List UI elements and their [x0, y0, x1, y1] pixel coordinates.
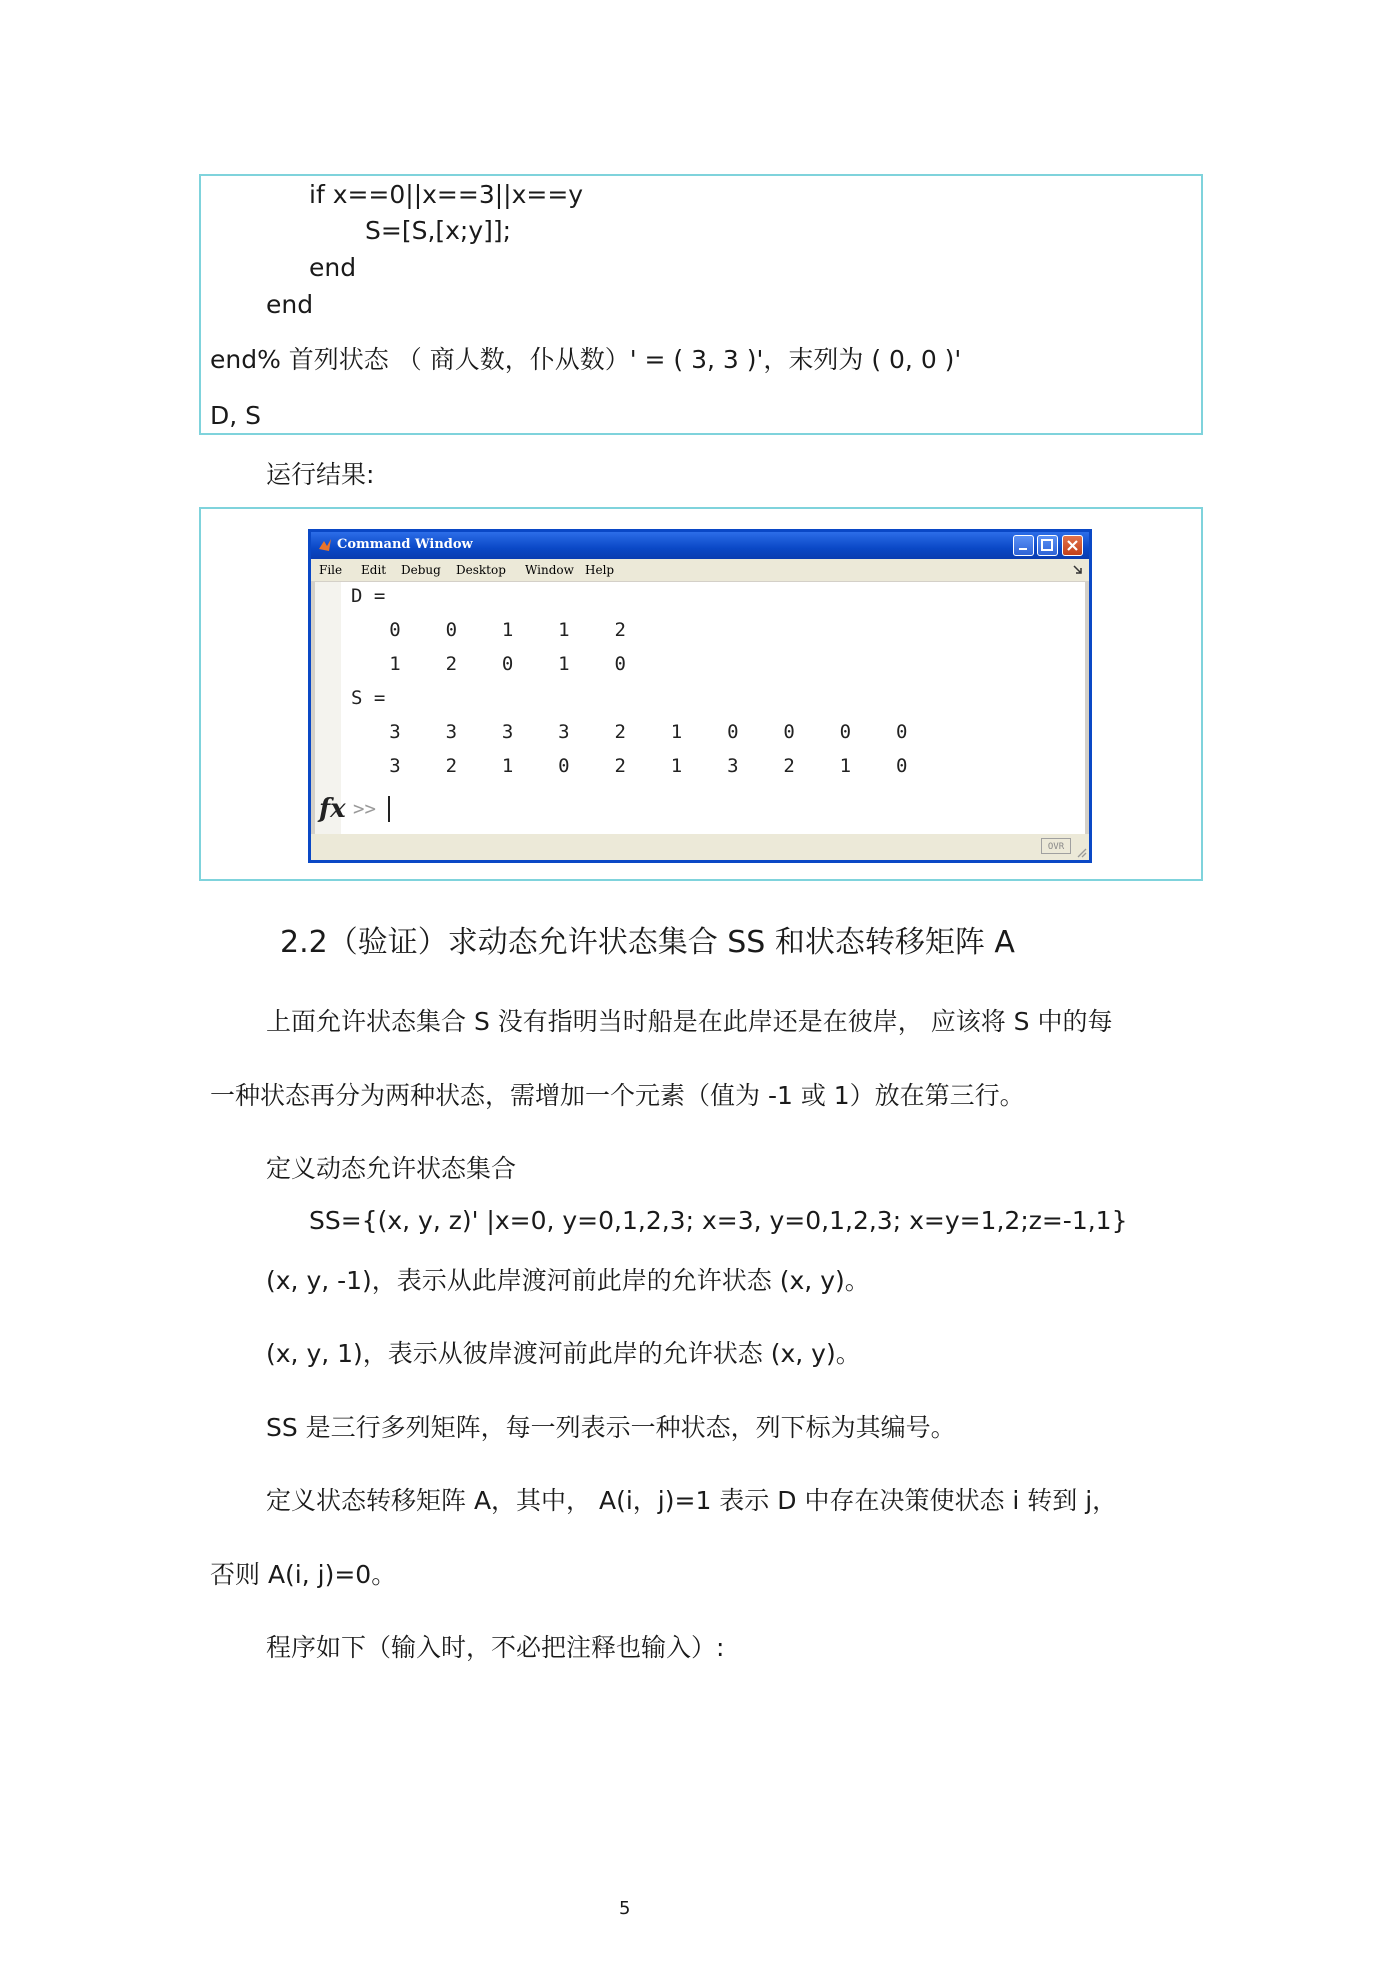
paragraph-1-line-1: 上面允许状态集合 S 没有指明当时船是在此岸还是在彼岸， 应该将 S 中的每 — [266, 1007, 1113, 1036]
s-matrix-cell: 3 — [389, 755, 401, 777]
s-matrix-cell: 0 — [895, 755, 908, 777]
s-matrix-cell: 3 — [501, 721, 514, 743]
s-matrix-cell: 0 — [895, 721, 908, 743]
paragraph-4: (x, y, 1)，表示从彼岸渡河前此岸的允许状态 (x, y)。 — [266, 1339, 861, 1368]
resize-grip-icon[interactable] — [1075, 846, 1087, 858]
command-window — [308, 529, 1092, 863]
run-result-label: 运行结果: — [266, 460, 375, 489]
s-matrix-cell: 2 — [445, 755, 458, 777]
s-matrix-cell: 2 — [614, 755, 626, 777]
menu-window[interactable]: Window — [525, 563, 574, 577]
d-matrix-cell: 2 — [445, 653, 458, 675]
minimize-icon — [1014, 536, 1033, 555]
section-heading: 2.2（验证）求动态允许状态集合 SS 和状态转移矩阵 A — [280, 925, 1015, 960]
close-button[interactable] — [1062, 535, 1083, 556]
maximize-icon — [1038, 536, 1057, 555]
code-block — [199, 174, 1203, 435]
s-matrix-cell: 0 — [783, 721, 795, 743]
code-line-1: if x==0||x==3||x==y — [309, 180, 584, 209]
window-title: Command Window — [337, 537, 473, 552]
s-matrix-cell: 0 — [727, 721, 739, 743]
s-matrix-cell: 2 — [614, 721, 626, 743]
s-matrix-cell: 1 — [839, 755, 852, 777]
status-bar — [311, 834, 1089, 860]
s-matrix-cell: 3 — [727, 755, 739, 777]
code-line-5: end% 首列状态 （ 商人数，仆从数）' = ( 3, 3 )'，末列为 ( 0, 0 )' — [210, 345, 962, 374]
title-bar[interactable] — [311, 532, 1089, 559]
command-output[interactable] — [315, 582, 1085, 834]
d-matrix-cell: 1 — [558, 619, 570, 641]
ss-definition: SS={(x, y, z)' |x=0, y=0,1,2,3; x=3, y=0,1,2,3; x=y=1,2;z=-1,1} — [309, 1206, 1128, 1235]
menu-debug[interactable]: Debug — [401, 563, 441, 577]
maximize-button[interactable] — [1037, 535, 1058, 556]
code-line-6: D, S — [210, 401, 262, 430]
s-matrix-cell: 2 — [783, 755, 795, 777]
page-number: 5 — [619, 1898, 631, 1919]
paragraph-6-line-1: 定义状态转移矩阵 A，其中， A(i，j)=1 表示 D 中存在决策使状态 i 转到 j， — [266, 1486, 1118, 1515]
close-icon — [1063, 536, 1082, 555]
ovr-indicator: OVR — [1041, 838, 1071, 854]
s-matrix-cell: 3 — [389, 721, 401, 743]
s-label: S = — [351, 687, 386, 709]
d-matrix-cell: 0 — [501, 653, 514, 675]
fx-icon[interactable]: fx — [319, 794, 346, 824]
d-matrix-cell: 1 — [558, 653, 570, 675]
paragraph-7: 程序如下（输入时，不必把注释也输入）: — [266, 1633, 725, 1662]
d-matrix-cell: 0 — [445, 619, 458, 641]
paragraph-2: 定义动态允许状态集合 — [266, 1154, 517, 1183]
s-matrix-cell: 1 — [501, 755, 514, 777]
s-matrix-cell: 3 — [558, 721, 570, 743]
d-matrix-cell: 0 — [614, 653, 626, 675]
d-matrix-cell: 1 — [501, 619, 514, 641]
s-matrix-cell: 1 — [670, 721, 683, 743]
paragraph-1-line-2: 一种状态再分为两种状态，需增加一个元素（值为 -1 或 1）放在第三行。 — [210, 1081, 1025, 1110]
menu-bar — [311, 559, 1089, 581]
menu-edit[interactable]: Edit — [361, 563, 387, 577]
s-matrix-cell: 0 — [839, 721, 852, 743]
code-line-2: S=[S,[x;y]]; — [365, 216, 512, 245]
d-matrix-cell: 2 — [614, 619, 626, 641]
menu-file[interactable]: File — [319, 563, 343, 577]
matlab-logo-icon — [318, 537, 332, 553]
menu-help[interactable]: Help — [585, 563, 615, 577]
code-line-3: end — [309, 253, 357, 282]
d-matrix-cell: 1 — [389, 653, 401, 675]
s-matrix-cell: 0 — [558, 755, 570, 777]
dock-arrow-icon[interactable] — [1073, 565, 1083, 575]
paragraph-3: (x, y, -1)，表示从此岸渡河前此岸的允许状态 (x, y)。 — [266, 1266, 870, 1295]
menu-desktop[interactable]: Desktop — [456, 563, 506, 577]
s-matrix-cell: 3 — [445, 721, 458, 743]
minimize-button[interactable] — [1013, 535, 1034, 556]
paragraph-6-line-2: 否则 A(i, j)=0。 — [210, 1560, 397, 1589]
s-matrix-cell: 1 — [670, 755, 683, 777]
d-label: D = — [351, 585, 386, 607]
d-matrix-cell: 0 — [389, 619, 401, 641]
command-prompt: >> — [353, 798, 376, 820]
text-cursor — [388, 796, 390, 822]
paragraph-5: SS 是三行多列矩阵，每一列表示一种状态，列下标为其编号。 — [266, 1413, 956, 1442]
code-line-4: end — [266, 290, 314, 319]
